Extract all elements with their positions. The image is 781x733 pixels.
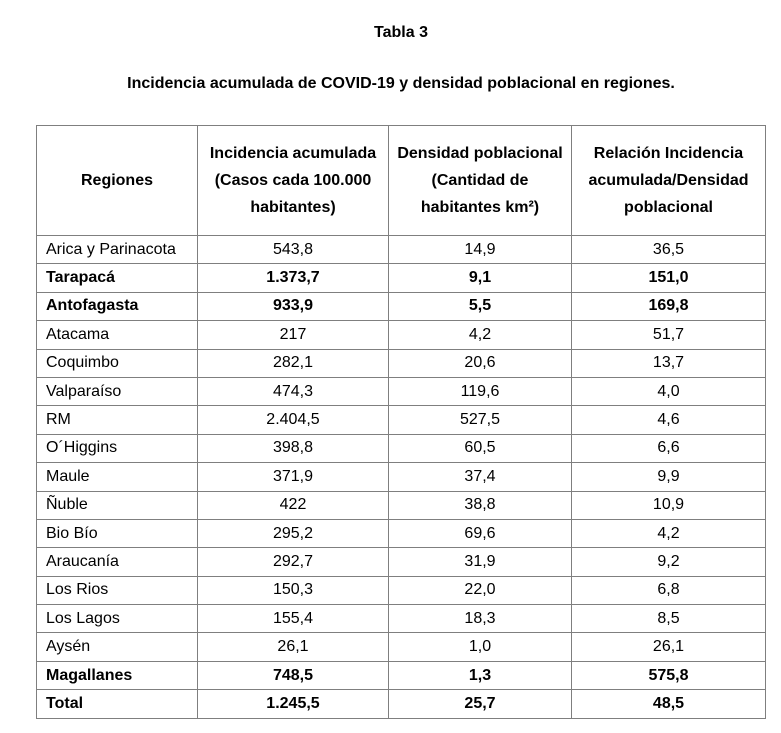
- table-body: [37, 236, 766, 719]
- header-line: (Casos cada 100.000: [214, 172, 372, 189]
- relacion-cell: 6,8: [572, 576, 766, 604]
- region-cell: Antofagasta: [37, 292, 198, 320]
- table-row: [37, 236, 766, 264]
- header-densidad: [389, 126, 572, 236]
- table-row: [37, 377, 766, 405]
- densidad-cell: 4,2: [389, 321, 572, 349]
- header-line: Relación Incidencia: [593, 145, 744, 162]
- region-cell: Tarapacá: [37, 264, 198, 292]
- relacion-cell: 13,7: [572, 349, 766, 377]
- incidencia-cell: 933,9: [198, 292, 389, 320]
- relacion-cell: 9,9: [572, 463, 766, 491]
- region-cell: Coquimbo: [37, 349, 198, 377]
- incidencia-cell: 474,3: [198, 377, 389, 405]
- region-cell: Los Rios: [37, 576, 198, 604]
- incidencia-cell: 1.373,7: [198, 264, 389, 292]
- region-cell: Los Lagos: [37, 605, 198, 633]
- densidad-cell: 37,4: [389, 463, 572, 491]
- region-cell: Atacama: [37, 321, 198, 349]
- region-cell: Ñuble: [37, 491, 198, 519]
- table-row: [37, 463, 766, 491]
- relacion-cell: 48,5: [572, 690, 766, 718]
- densidad-cell: 22,0: [389, 576, 572, 604]
- densidad-cell: 9,1: [389, 264, 572, 292]
- region-cell: Arica y Parinacota: [37, 236, 198, 264]
- relacion-cell: 4,0: [572, 377, 766, 405]
- table-row: [37, 349, 766, 377]
- incidencia-cell: 422: [198, 491, 389, 519]
- header-line: acumulada/Densidad: [588, 172, 749, 189]
- region-cell: Bio Bío: [37, 519, 198, 547]
- densidad-cell: 38,8: [389, 491, 572, 519]
- relacion-cell: 151,0: [572, 264, 766, 292]
- densidad-cell: 18,3: [389, 605, 572, 633]
- incidencia-cell: 398,8: [198, 434, 389, 462]
- incidencia-cell: 371,9: [198, 463, 389, 491]
- table-row: [37, 633, 766, 661]
- incidencia-cell: 282,1: [198, 349, 389, 377]
- incidencia-cell: 295,2: [198, 519, 389, 547]
- relacion-cell: 26,1: [572, 633, 766, 661]
- incidencia-cell: 1.245,5: [198, 690, 389, 718]
- region-cell: Maule: [37, 463, 198, 491]
- relacion-cell: 51,7: [572, 321, 766, 349]
- header-line: habitantes): [250, 199, 336, 216]
- table-row: [37, 661, 766, 689]
- relacion-cell: 36,5: [572, 236, 766, 264]
- table-row: [37, 605, 766, 633]
- region-cell: Valparaíso: [37, 377, 198, 405]
- densidad-cell: 119,6: [389, 377, 572, 405]
- table-row: [37, 491, 766, 519]
- table-row: [37, 292, 766, 320]
- table-row: [37, 434, 766, 462]
- header-line: Densidad poblacional: [397, 145, 563, 162]
- header-line: (Cantidad de: [431, 172, 529, 189]
- table-row: [37, 321, 766, 349]
- relacion-cell: 6,6: [572, 434, 766, 462]
- densidad-cell: 1,0: [389, 633, 572, 661]
- relacion-cell: 9,2: [572, 548, 766, 576]
- header-line: habitantes km²): [420, 199, 540, 216]
- densidad-cell: 69,6: [389, 519, 572, 547]
- incidencia-cell: 292,7: [198, 548, 389, 576]
- region-cell: RM: [37, 406, 198, 434]
- relacion-cell: 575,8: [572, 661, 766, 689]
- region-cell: Aysén: [37, 633, 198, 661]
- relacion-cell: 8,5: [572, 605, 766, 633]
- table-row: [37, 406, 766, 434]
- incidencia-cell: 26,1: [198, 633, 389, 661]
- densidad-cell: 31,9: [389, 548, 572, 576]
- relacion-cell: 4,2: [572, 519, 766, 547]
- densidad-cell: 1,3: [389, 661, 572, 689]
- densidad-cell: 5,5: [389, 292, 572, 320]
- incidencia-cell: 2.404,5: [198, 406, 389, 434]
- header-line: poblacional: [624, 199, 713, 216]
- covid-incidence-table: [36, 125, 766, 719]
- table-row: [37, 576, 766, 604]
- region-cell: O´Higgins: [37, 434, 198, 462]
- incidencia-cell: 217: [198, 321, 389, 349]
- densidad-cell: 20,6: [389, 349, 572, 377]
- densidad-cell: 14,9: [389, 236, 572, 264]
- relacion-cell: 10,9: [572, 491, 766, 519]
- header-regiones: [37, 126, 198, 236]
- relacion-cell: 4,6: [572, 406, 766, 434]
- relacion-cell: 169,8: [572, 292, 766, 320]
- header-incidencia: [198, 126, 389, 236]
- region-cell: Total: [37, 690, 198, 718]
- incidencia-cell: 748,5: [198, 661, 389, 689]
- table-row: [37, 264, 766, 292]
- densidad-cell: 527,5: [389, 406, 572, 434]
- densidad-cell: 60,5: [389, 434, 572, 462]
- table-row: [37, 690, 766, 718]
- table-header-row: [37, 126, 766, 236]
- region-cell: Magallanes: [37, 661, 198, 689]
- table-row: [37, 548, 766, 576]
- incidencia-cell: 543,8: [198, 236, 389, 264]
- densidad-cell: 25,7: [389, 690, 572, 718]
- table-row: [37, 519, 766, 547]
- header-relacion: [572, 126, 766, 236]
- incidencia-cell: 155,4: [198, 605, 389, 633]
- header-line: Incidencia acumulada: [209, 145, 377, 162]
- region-cell: Araucanía: [37, 548, 198, 576]
- header-line: Regiones: [80, 172, 153, 189]
- table-number: Tabla 3: [374, 24, 428, 41]
- incidencia-cell: 150,3: [198, 576, 389, 604]
- table-title: Incidencia acumulada de COVID-19 y densidad poblacional en regiones.: [127, 75, 675, 92]
